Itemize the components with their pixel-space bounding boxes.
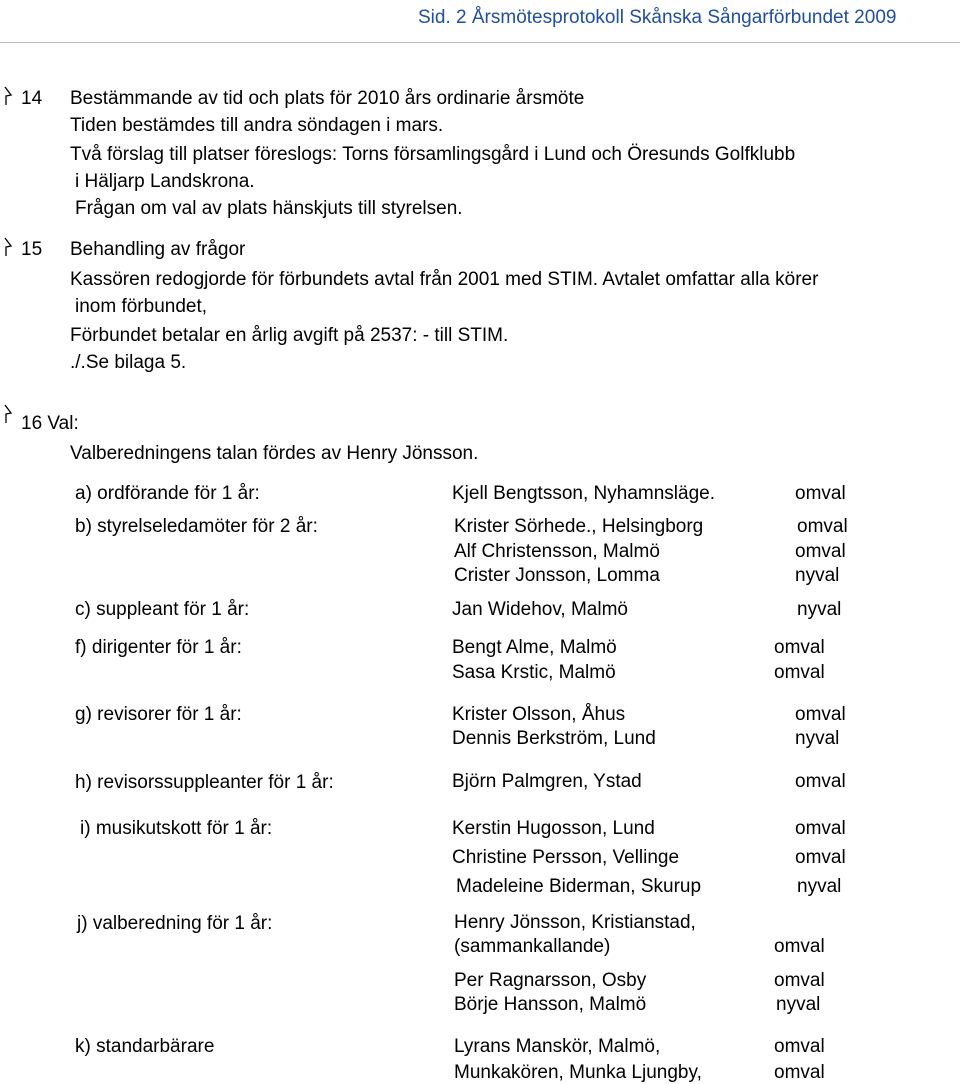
- election-name: Kjell Bengtsson, Nyhamnsläge.: [452, 483, 715, 504]
- paragraph-mark-icon: [4, 237, 12, 257]
- election-label: b) styrelseledamöter för 2 år:: [75, 516, 318, 537]
- election-name: Börje Hansson, Malmö: [454, 994, 647, 1015]
- election-label: j) valberedning för 1 år:: [77, 913, 273, 934]
- section-14-line: Frågan om val av plats hänskjuts till styrelsen.: [75, 198, 463, 219]
- section-15-line: inom förbundet,: [75, 296, 208, 317]
- election-name: Kerstin Hugosson, Lund: [452, 818, 655, 839]
- section-14-number: 14: [21, 88, 43, 109]
- election-status: omval: [795, 541, 846, 562]
- section-15-number: 15: [21, 239, 43, 260]
- election-name: Christine Persson, Vellinge: [452, 847, 680, 868]
- election-status: omval: [795, 704, 846, 725]
- election-name: Sasa Krstic, Malmö: [452, 662, 616, 683]
- election-name: Krister Olsson, Åhus: [452, 704, 626, 725]
- section-14-line: i Häljarp Landskrona.: [75, 171, 255, 192]
- section-16-intro: Valberedningens talan fördes av Henry Jönsson.: [70, 443, 479, 464]
- election-name: Munkakören, Munka Ljungby,: [454, 1062, 702, 1083]
- election-name: Lyrans Manskör, Malmö,: [454, 1036, 661, 1057]
- election-status: omval: [795, 847, 846, 868]
- section-14-title: Bestämmande av tid och plats för 2010 års ordinarie årsmöte: [70, 88, 585, 109]
- election-status: omval: [774, 1036, 825, 1057]
- section-15-line: Kassören redogjorde för förbundets avtal från 2001 med STIM. Avtalet omfattar alla körer: [70, 269, 819, 290]
- election-status: nyval: [797, 599, 842, 620]
- election-status: omval: [795, 818, 846, 839]
- election-name: Madeleine Biderman, Skurup: [456, 876, 702, 897]
- election-status: nyval: [795, 728, 840, 749]
- election-status: omval: [774, 936, 825, 957]
- header-divider: [0, 42, 960, 43]
- section-15-title: Behandling av frågor: [70, 239, 246, 260]
- section-14-line: Två förslag till platser föreslogs: Torns församlingsgård i Lund och Öresunds Golfklubb: [70, 144, 796, 165]
- election-label: f) dirigenter för 1 år:: [75, 637, 242, 658]
- election-status: nyval: [776, 994, 821, 1015]
- election-status: omval: [774, 1062, 825, 1083]
- election-name: (sammankallande): [454, 936, 611, 957]
- section-15-line: ./.Se bilaga 5.: [70, 352, 187, 373]
- section-15-line: Förbundet betalar en årlig avgift på 2537: - till STIM.: [70, 325, 509, 346]
- election-name: Dennis Berkström, Lund: [452, 728, 656, 749]
- election-status: omval: [795, 771, 846, 792]
- election-status: nyval: [797, 876, 842, 897]
- election-label: a) ordförande för 1 år:: [75, 483, 260, 504]
- election-name: Krister Sörhede., Helsingborg: [454, 516, 704, 537]
- election-label: k) standarbärare: [75, 1036, 215, 1057]
- election-status: omval: [774, 662, 825, 683]
- paragraph-mark-icon: [4, 404, 12, 424]
- election-name: Alf Christensson, Malmö: [454, 541, 660, 562]
- election-label: c) suppleant för 1 år:: [75, 599, 250, 620]
- election-name: Per Ragnarsson, Osby: [454, 970, 647, 991]
- election-status: omval: [774, 637, 825, 658]
- page-header: Sid. 2 Årsmötesprotokoll Skånska Sångarförbundet 2009: [418, 7, 897, 28]
- election-status: omval: [795, 483, 846, 504]
- election-status: nyval: [795, 565, 840, 586]
- election-name: Jan Widehov, Malmö: [452, 599, 628, 620]
- section-14-line: Tiden bestämdes till andra söndagen i mars.: [70, 115, 444, 136]
- paragraph-mark-icon: [4, 86, 12, 106]
- election-name: Crister Jonsson, Lomma: [454, 565, 660, 586]
- election-label: g) revisorer för 1 år:: [75, 704, 242, 725]
- election-label: h) revisorssuppleanter för 1 år:: [75, 772, 334, 793]
- election-status: omval: [774, 970, 825, 991]
- election-name: Björn Palmgren, Ystad: [452, 771, 642, 792]
- election-name: Henry Jönsson, Kristianstad,: [454, 912, 696, 933]
- election-name: Bengt Alme, Malmö: [452, 637, 617, 658]
- election-label: i) musikutskott för 1 år:: [80, 818, 273, 839]
- section-16-heading: 16 Val:: [21, 413, 79, 434]
- election-status: omval: [797, 516, 848, 537]
